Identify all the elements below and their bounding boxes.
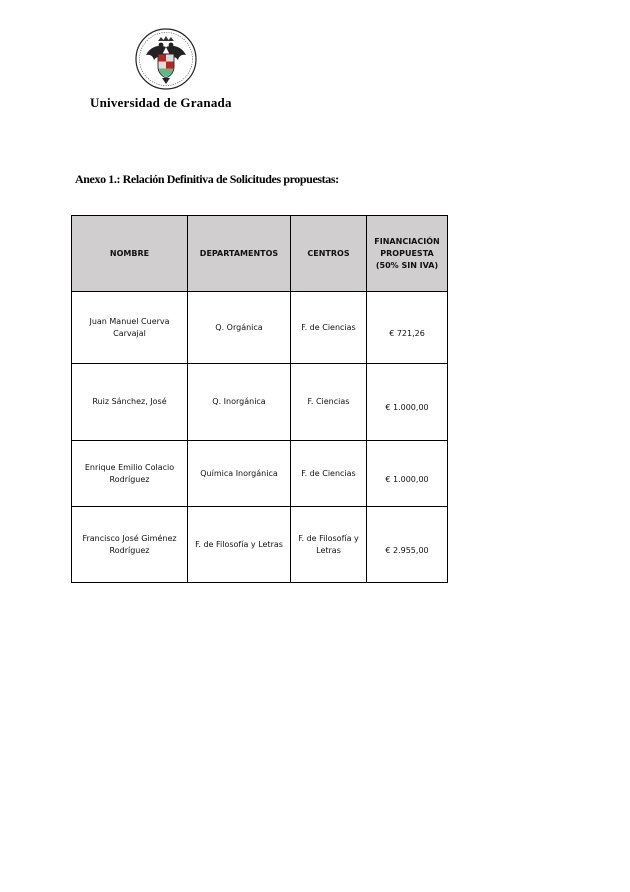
cell-departamento: Q. Inorgánica: [188, 364, 291, 441]
amount-value: € 1.000,00: [385, 403, 429, 412]
cell-financiacion: [367, 441, 448, 507]
cell-centro: F. Ciencias: [291, 364, 367, 441]
cell-nombre: Ruiz Sánchez, José: [72, 364, 188, 441]
amount-value: € 721,26: [389, 328, 425, 338]
amount-value: € 2.955,00: [385, 545, 429, 555]
cell-departamento: Q. Orgánica: [188, 292, 291, 364]
table-row: [72, 507, 448, 583]
column-header-financiacion: FINANCIACIÓN PROPUESTA (50% SIN IVA): [367, 216, 448, 292]
table-row: [72, 364, 448, 441]
cell-departamento: F. de Filosofía y Letras: [188, 507, 291, 583]
column-header-departamentos: DEPARTAMENTOS: [188, 216, 291, 292]
cell-nombre: Francisco José Giménez Rodríguez: [72, 507, 188, 583]
cell-centro: F. de Ciencias: [291, 292, 367, 364]
column-header-nombre: NOMBRE: [72, 216, 188, 292]
cell-financiacion: [367, 364, 448, 441]
cell-nombre: Juan Manuel Cuerva Carvajal: [72, 292, 188, 364]
cell-centro: F. de Ciencias: [291, 441, 367, 507]
university-seal-icon: [134, 27, 198, 91]
cell-nombre: Enrique Emilio Colacio Rodríguez: [72, 441, 188, 507]
column-header-centros: CENTROS: [291, 216, 367, 292]
cell-financiacion: [367, 292, 448, 364]
cell-centro: F. de Filosofía y Letras: [291, 507, 367, 583]
cell-departamento: Química Inorgánica: [188, 441, 291, 507]
amount-value: € 1.000,00: [385, 474, 429, 484]
table-row: [72, 441, 448, 507]
table-row: [72, 292, 448, 364]
cell-financiacion: [367, 507, 448, 583]
university-name: Universidad de Granada: [90, 95, 232, 110]
table-header-row: [72, 216, 448, 292]
annex-title: Anexo 1.: Relación Definitiva de Solicitudes propuestas:: [75, 172, 339, 186]
requests-table: [71, 215, 448, 583]
